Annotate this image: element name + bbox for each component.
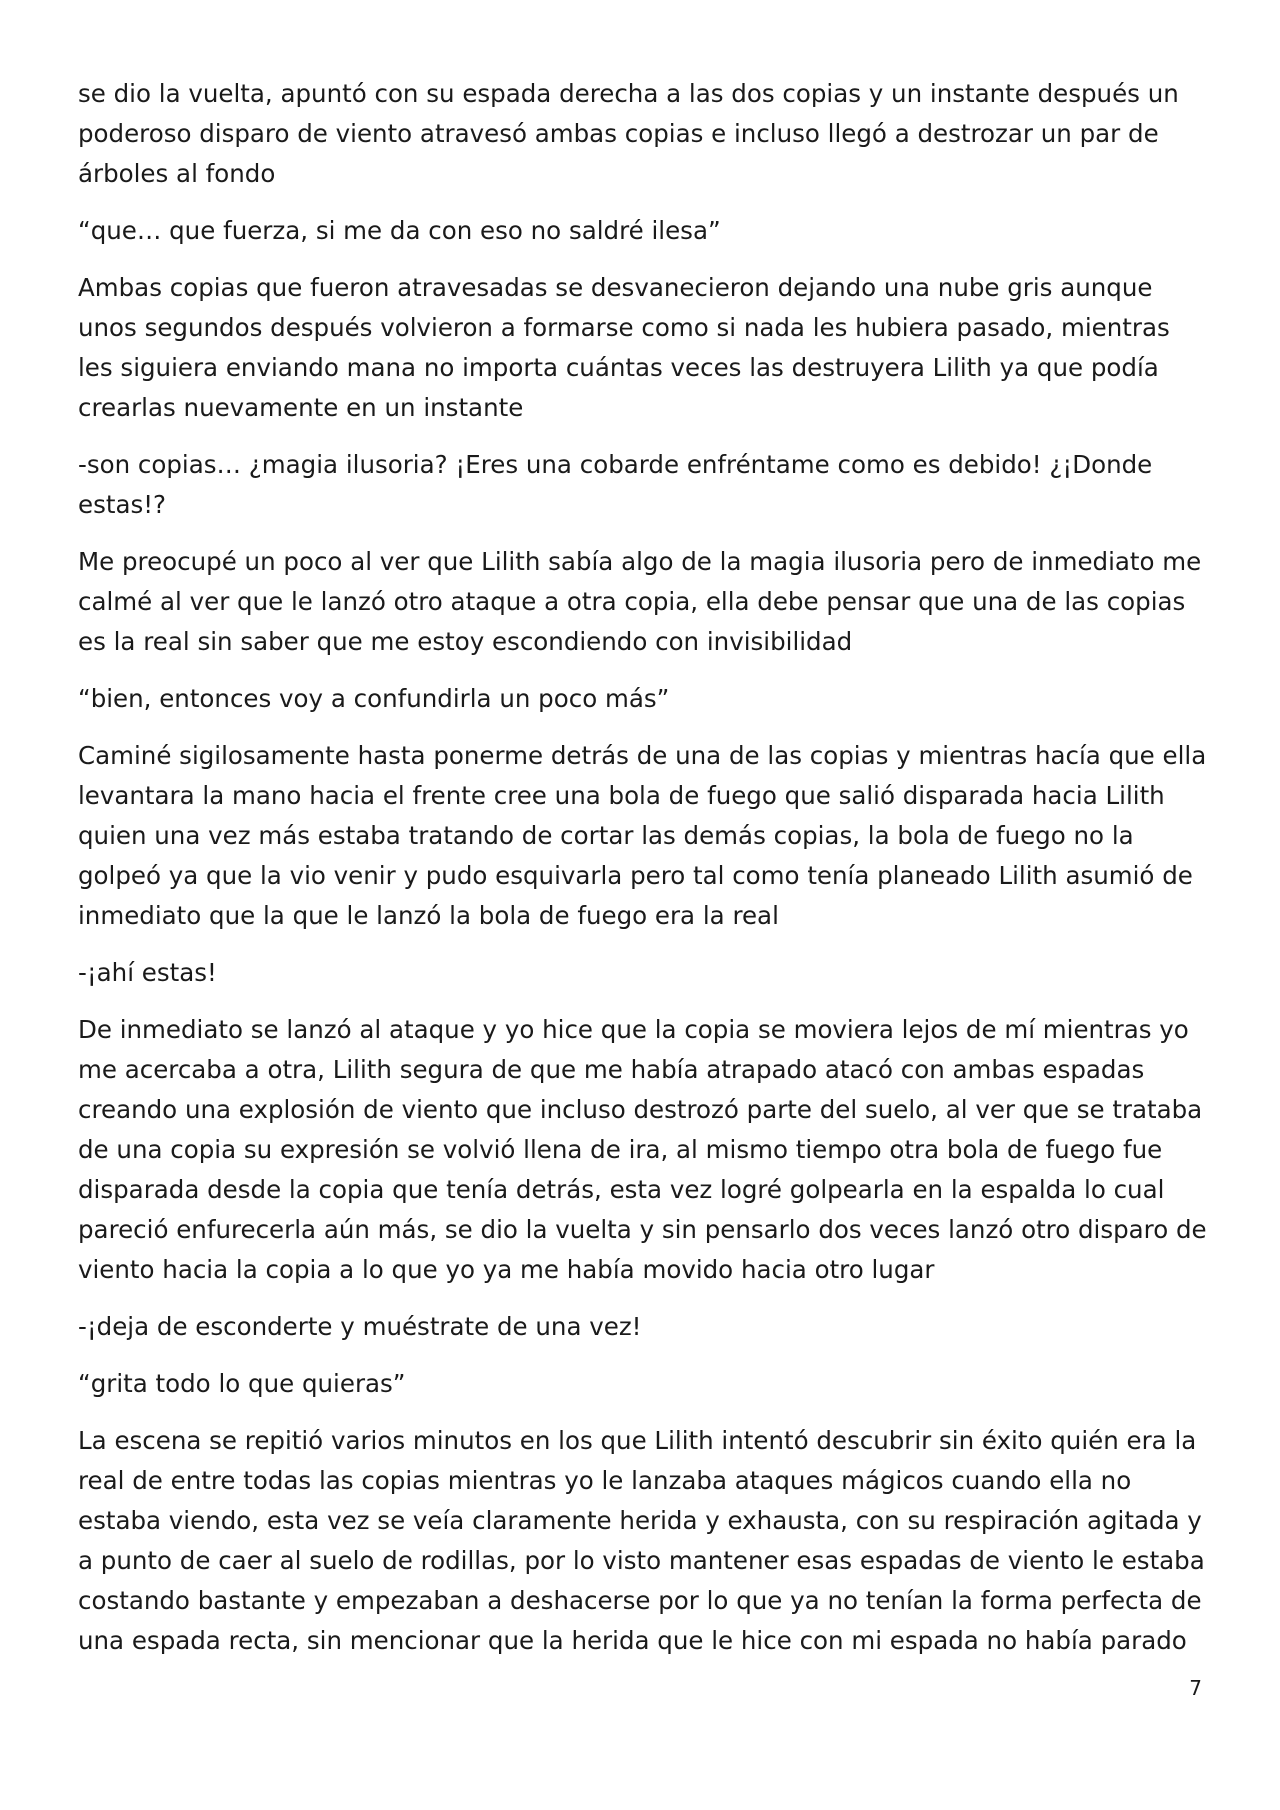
paragraph: “bien, entonces voy a confundirla un poco más”	[78, 684, 670, 713]
paragraph: -¡ahí estas!	[78, 958, 217, 987]
paragraph: De inmediato se lanzó al ataque y yo hice que la copia se moviera lejos de mí mientras yo me acercaba a otra, Lilith segura de que me había atrapado atacó con ambas espadas creando una explosión de viento que incluso destrozó parte del suelo, al ver que se trataba de una copia su expresión se volvió llena de ira, al mismo tiempo otra bola de fuego fue disparada desde la copia que tenía detrás, esta vez logré golpearla en la espalda lo cual pareció enfurecerla aún más, se dio la vuelta y sin pensarlo dos veces lanzó otro disparo de viento hacia la copia a lo que yo ya me había movido hacia otro lugar	[78, 1015, 1207, 1284]
paragraph: “que… que fuerza, si me da con eso no saldré ilesa”	[78, 216, 721, 245]
paragraph: Caminé sigilosamente hasta ponerme detrás de una de las copias y mientras hacía que ella levantara la mano hacia el frente cree una bola de fuego que salió disparada hacia Lilith quien una vez más estaba tratando de cortar las demás copias, la bola de fuego no la golpeó ya que la vio venir y pudo esquivarla pero tal como tenía planeado Lilith asumió de inmediato que la que le lanzó la bola de fuego era la real	[78, 741, 1207, 930]
paragraph: Me preocupé un poco al ver que Lilith sabía algo de la magia ilusoria pero de inmediato me calmé al ver que le lanzó otro ataque a otra copia, ella debe pensar que una de las copias es la real sin saber que me estoy escondiendo con invisibilidad	[78, 547, 1202, 656]
page-number: 7	[1189, 1676, 1202, 1700]
body-text	[78, 74, 1208, 1678]
paragraph: “grita todo lo que quieras”	[78, 1369, 406, 1398]
paragraph: Ambas copias que fueron atravesadas se desvanecieron dejando una nube gris aunque unos segundos después volvieron a formarse como si nada les hubiera pasado, mientras les siguiera enviando mana no importa cuántas veces las destruyera Lilith ya que podía crearlas nuevamente en un instante	[78, 273, 1170, 422]
paragraph: -son copias… ¿magia ilusoria? ¡Eres una cobarde enfréntame como es debido! ¿¡Donde estas!?	[78, 450, 1153, 519]
paragraph: se dio la vuelta, apuntó con su espada derecha a las dos copias y un instante después un poderoso disparo de viento atravesó ambas copias e incluso llegó a destrozar un par de árboles al fondo	[78, 79, 1179, 188]
paragraph: -¡deja de esconderte y muéstrate de una vez!	[78, 1312, 642, 1341]
paragraph: La escena se repitió varios minutos en los que Lilith intentó descubrir sin éxito quién era la real de entre todas las copias mientras yo le lanzaba ataques mágicos cuando ella no estaba viendo, esta vez se veía claramente herida y exhausta, con su respiración agitada y a punto de caer al suelo de rodillas, por lo visto mantener esas espadas de viento le estaba costando bastante y empezaban a deshacerse por lo que ya no tenían la forma perfecta de una espada recta, sin mencionar que la herida que le hice con mi espada no había parado	[78, 1426, 1205, 1655]
